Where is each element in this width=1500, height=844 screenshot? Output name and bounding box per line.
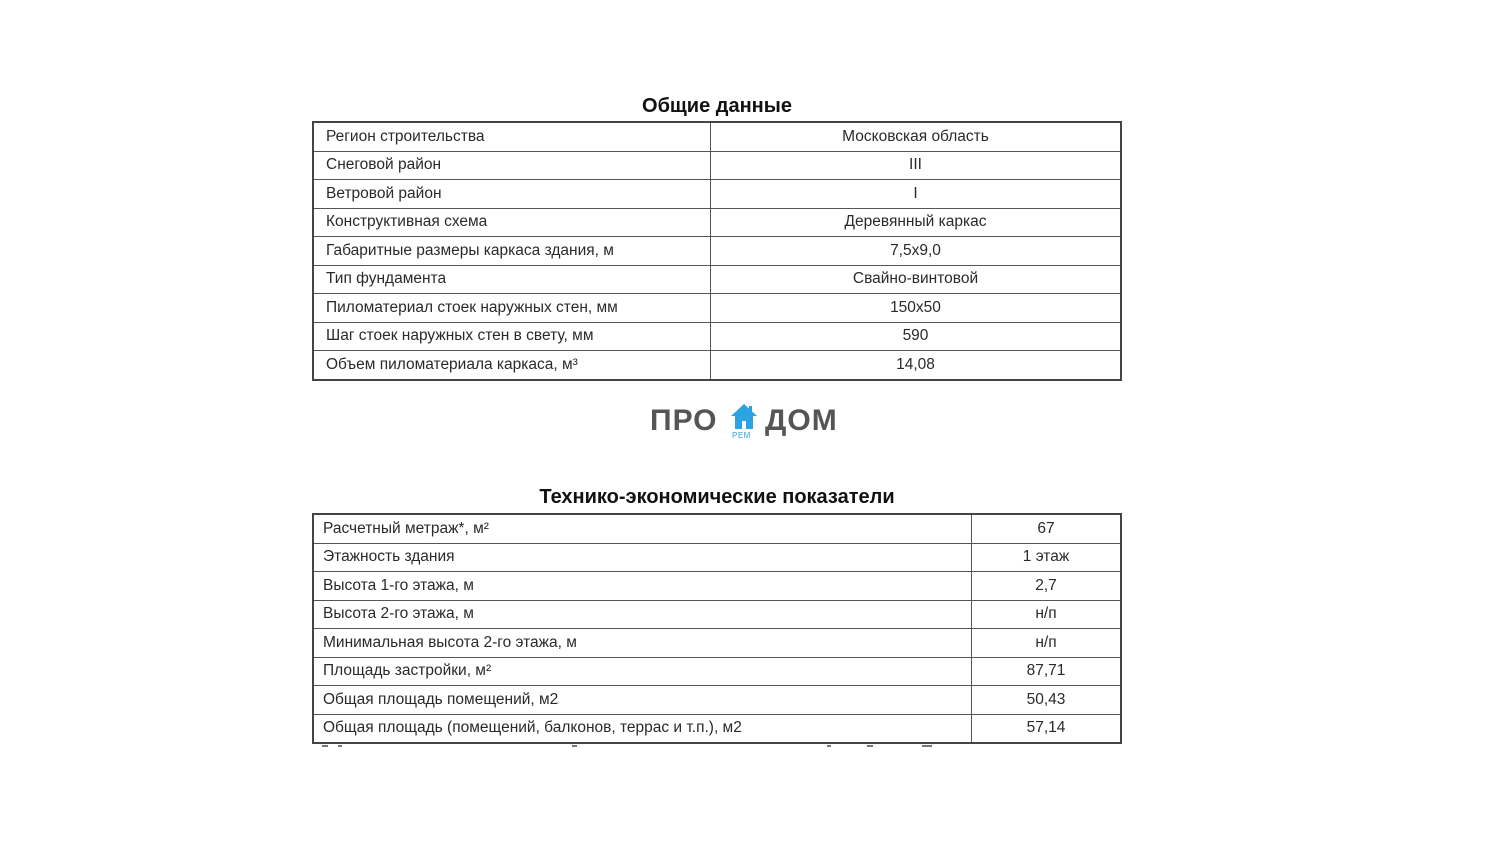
house-icon	[729, 402, 759, 432]
logo-right-text: ДОМ	[765, 404, 838, 437]
table-row	[313, 265, 1121, 294]
table-row	[313, 151, 1121, 180]
row-value: I	[711, 180, 1122, 209]
row-label: Общая площадь (помещений, балконов, террас и т.п.), м2	[313, 714, 972, 743]
table-row	[313, 600, 1121, 629]
table-row	[313, 629, 1121, 658]
table-row	[313, 572, 1121, 601]
cropped-text-fragment	[322, 745, 942, 751]
row-label: Регион строительства	[313, 122, 711, 151]
row-label: Минимальная высота 2-го этажа, м	[313, 629, 972, 658]
table-row	[313, 714, 1121, 743]
table-row	[313, 543, 1121, 572]
row-value: 57,14	[972, 714, 1122, 743]
row-value: н/п	[972, 629, 1122, 658]
row-label: Ветровой район	[313, 180, 711, 209]
logo-left-text: ПРО	[650, 404, 718, 437]
pro-dom-logo	[648, 400, 858, 446]
table-row	[313, 237, 1121, 266]
row-label: Объем пиломатериала каркаса, м³	[313, 351, 711, 380]
row-value: 14,08	[711, 351, 1122, 380]
table-row	[313, 122, 1121, 151]
table-row	[313, 514, 1121, 543]
row-value: 1 этаж	[972, 543, 1122, 572]
row-label: Снеговой район	[313, 151, 711, 180]
logo-small-text: РЕМ	[732, 431, 751, 440]
row-value: 50,43	[972, 686, 1122, 715]
general-data-title: Общие данные	[642, 95, 792, 117]
row-value: Деревянный каркас	[711, 208, 1122, 237]
table-row	[313, 208, 1121, 237]
row-value: 67	[972, 514, 1122, 543]
general-data-table	[312, 121, 1122, 381]
technical-indicators-table	[312, 513, 1122, 744]
row-value: Московская область	[711, 122, 1122, 151]
row-label: Расчетный метраж*, м²	[313, 514, 972, 543]
table-row	[313, 180, 1121, 209]
table-row	[313, 294, 1121, 323]
table-row	[313, 657, 1121, 686]
row-label: Высота 1-го этажа, м	[313, 572, 972, 601]
row-label: Высота 2-го этажа, м	[313, 600, 972, 629]
row-label: Габаритные размеры каркаса здания, м	[313, 237, 711, 266]
row-label: Пиломатериал стоек наружных стен, мм	[313, 294, 711, 323]
row-label: Общая площадь помещений, м2	[313, 686, 972, 715]
row-value: 590	[711, 322, 1122, 351]
table-row	[313, 351, 1121, 380]
row-value: 87,71	[972, 657, 1122, 686]
row-value: н/п	[972, 600, 1122, 629]
technical-indicators-title: Технико-экономические показатели	[539, 486, 895, 508]
table-row	[313, 686, 1121, 715]
row-value: 2,7	[972, 572, 1122, 601]
row-value: 150х50	[711, 294, 1122, 323]
row-label: Конструктивная схема	[313, 208, 711, 237]
table-row	[313, 322, 1121, 351]
row-value: 7,5х9,0	[711, 237, 1122, 266]
row-label: Этажность здания	[313, 543, 972, 572]
row-value: Свайно-винтовой	[711, 265, 1122, 294]
row-label: Площадь застройки, м²	[313, 657, 972, 686]
row-label: Тип фундамента	[313, 265, 711, 294]
row-label: Шаг стоек наружных стен в свету, мм	[313, 322, 711, 351]
row-value: III	[711, 151, 1122, 180]
